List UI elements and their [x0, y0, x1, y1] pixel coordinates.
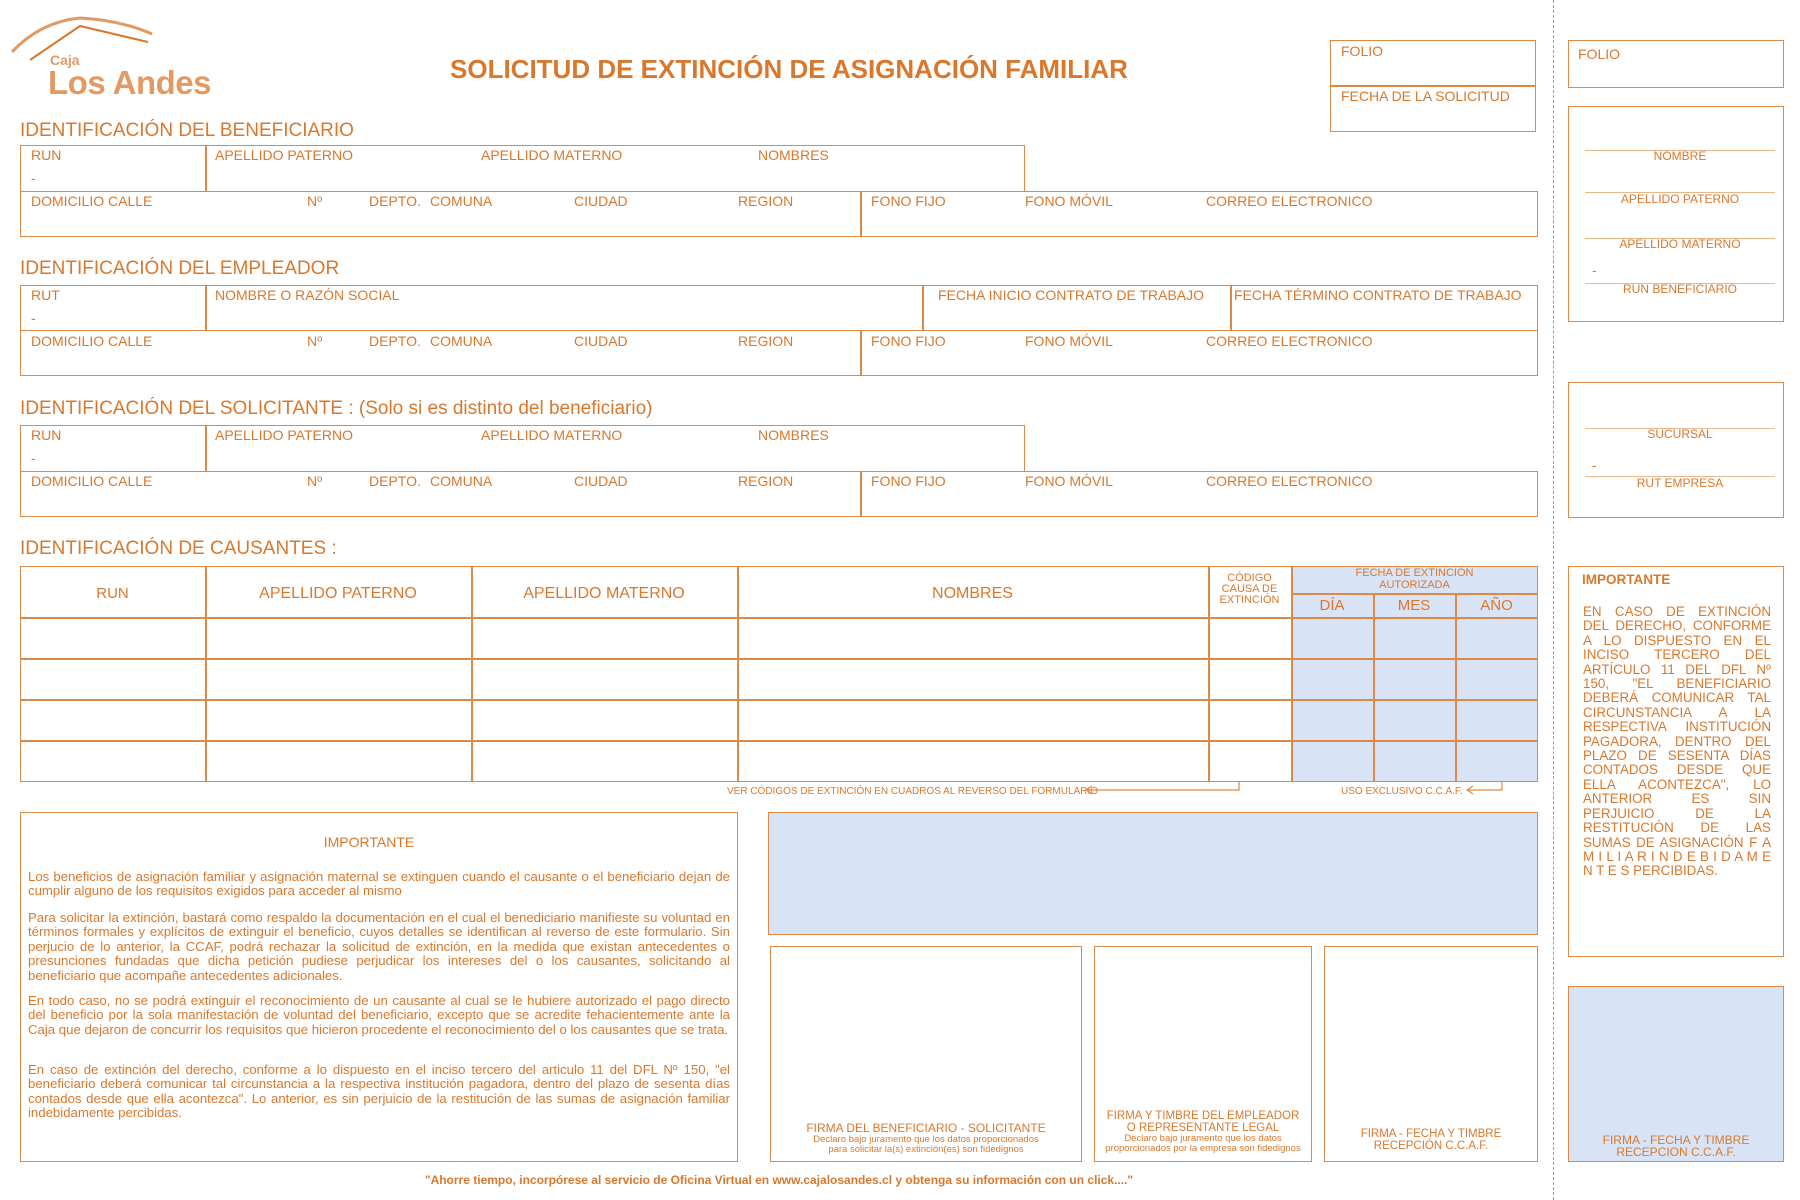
colilla-firma-text — [1568, 1134, 1784, 1158]
firma-ccaf-line-2: RECEPCIÓN C.C.A.F. — [1373, 1140, 1489, 1152]
firma-empleador-note-1: Declaro bajo juramento que los datos — [1124, 1133, 1282, 1144]
empleador-ciudad-label: CIUDAD — [574, 333, 628, 349]
beneficiario-domicilio-label: DOMICILIO CALLE — [31, 193, 153, 209]
arrow-left-icon — [1083, 781, 1243, 795]
note-codigos: VER CÓDIGOS DE EXTINCIÓN EN CUADROS AL REVERSO DEL FORMULARIO — [727, 786, 1098, 797]
beneficiario-fono-movil-label: FONO MÓVIL — [1025, 193, 1113, 209]
solicitante-correo-label: CORREO ELECTRONICO — [1206, 473, 1373, 489]
solicitante-run-dash: - — [31, 450, 36, 466]
empleador-domicilio-label: DOMICILIO CALLE — [31, 333, 153, 349]
colilla-ap-materno-label: APELLIDO MATERNO — [1619, 237, 1741, 251]
fecha-extincion-header — [1291, 567, 1538, 591]
beneficiario-ap-materno-label: APELLIDO MATERNO — [481, 147, 623, 163]
beneficiario-correo-label: CORREO ELECTRONICO — [1206, 193, 1373, 209]
solicitante-ap-materno-label: APELLIDO MATERNO — [481, 427, 623, 443]
fecha-extincion-line-2: AUTORIZADA — [1379, 579, 1450, 591]
empleador-depto-label: DEPTO. — [369, 333, 421, 349]
codigo-line-3: EXTINCIÓN — [1219, 594, 1280, 606]
firma-empleador-note-2: proporcionados por la empresa son fidedignos — [1105, 1143, 1301, 1154]
empleador-fono-fijo-label: FONO FIJO — [871, 333, 946, 349]
dia-header: DÍA — [1319, 597, 1345, 614]
empleador-comuna-label: COMUNA — [430, 333, 493, 349]
colilla-rut-dash: - — [1592, 457, 1597, 473]
empleador-fecha-termino-label: FECHA TÉRMINO CONTRATO DE TRABAJO — [1234, 287, 1522, 303]
empleador-fecha-inicio-label: FECHA INICIO CONTRATO DE TRABAJO — [938, 287, 1205, 303]
colilla-firma-line-2: RECEPCION C.C.A.F. — [1616, 1145, 1736, 1159]
solicitante-ap-paterno-label: APELLIDO PATERNO — [215, 427, 353, 443]
fecha-solicitud-label: FECHA DE LA SOLICITUD — [1341, 88, 1510, 104]
colilla-sucursal-label: SUCURSAL — [1647, 427, 1713, 441]
arrow-left-icon-2 — [1464, 781, 1506, 795]
colilla-run-label: RUN BENEFICIARIO — [1622, 282, 1737, 296]
colilla-rut-empresa-label: RUT EMPRESA — [1636, 476, 1724, 490]
beneficiario-region-label: REGION — [738, 193, 794, 209]
section-causantes: IDENTIFICACIÓN DE CAUSANTES : — [20, 538, 337, 559]
fecha-extincion-line-1: FECHA DE EXTINCIÓN — [1355, 567, 1474, 579]
empleador-correo-label: CORREO ELECTRONICO — [1206, 333, 1373, 349]
codigo-causa-header — [1208, 573, 1291, 606]
solicitante-domicilio-label: DOMICILIO CALLE — [31, 473, 153, 489]
anio-header: AÑO — [1480, 597, 1513, 614]
importante-p1: Los beneficios de asignación familiar y asignación maternal se extinguen cuando el causante o el beneficiario dejan de cumplir alguno de los requisitos exigidos para acceder al mismo — [28, 869, 730, 899]
solicitante-ciudad-label: CIUDAD — [574, 473, 628, 489]
firma-empleador-text — [1094, 1110, 1312, 1154]
causantes-ap-paterno-header: APELLIDO PATERNO — [259, 585, 417, 602]
firma-beneficiario-title: FIRMA DEL BENEFICIARIO - SOLICITANTE — [806, 1121, 1046, 1135]
colilla-ap-paterno-label: APELLIDO PATERNO — [1620, 192, 1740, 206]
colilla-nombre-label: NOMBRE — [1653, 149, 1707, 163]
causantes-ap-materno-header: APELLIDO MATERNO — [523, 585, 685, 602]
importante-p2: Para solicitar la extinción, bastará como respaldo la documentación en el cual el benediciario manifieste su voluntad en términos formales y explícitos de extinguir el beneficio, cuyos detalles se identifican al reverso de este formulario. Sin perjucio de lo anterior, la CCAF, podrá rechazar la solicitud de extinción, en la medida que existan antecedentes o presunciones fundadas que dicha petición pudiese perjudicar los intereses del o los causantes, solicitando al beneficiario que acompañe antecedentes adicionales. — [28, 910, 730, 983]
codigo-line-1: CÓDIGO — [1227, 572, 1272, 584]
firma-beneficiario-text — [770, 1122, 1082, 1155]
beneficiario-ap-paterno-label: APELLIDO PATERNO — [215, 147, 353, 163]
empleador-rut-dash: - — [31, 310, 36, 326]
beneficiario-numero-label: Nº — [307, 193, 323, 209]
beneficiario-fono-fijo-label: FONO FIJO — [871, 193, 946, 209]
firma-empleador-title-1: FIRMA Y TIMBRE DEL EMPLEADOR — [1106, 1110, 1300, 1122]
beneficiario-nombres-label: NOMBRES — [758, 147, 829, 163]
footer-text: "Ahorre tiempo, incorpórese al servicio de Oficina Virtual en www.cajalosandes.cl y obtenga su información con un click...." — [424, 1173, 1134, 1187]
causantes-nombres-header: NOMBRES — [932, 585, 1013, 602]
cut-line — [1553, 0, 1554, 1200]
beneficiario-run-dash: - — [31, 170, 36, 186]
importante-title: IMPORTANTE — [323, 834, 415, 850]
solicitante-region-label: REGION — [738, 473, 794, 489]
firma-empleador-title-2: O REPRESENTANTE LEGAL — [1126, 1122, 1280, 1134]
causantes-run-header: RUN — [96, 585, 129, 602]
folio-label: FOLIO — [1341, 43, 1384, 59]
firma-ccaf-text — [1324, 1128, 1538, 1152]
colilla-firma-line-1: FIRMA - FECHA Y TIMBRE — [1602, 1133, 1750, 1147]
colilla-importante-title: IMPORTANTE — [1582, 572, 1671, 587]
solicitante-fono-movil-label: FONO MÓVIL — [1025, 473, 1113, 489]
page-title: SOLICITUD DE EXTINCIÓN DE ASIGNACIÓN FAMILIAR — [450, 54, 1128, 84]
solicitante-fono-fijo-label: FONO FIJO — [871, 473, 946, 489]
section-empleador: IDENTIFICACIÓN DEL EMPLEADOR — [20, 258, 340, 279]
firma-beneficiario-note-2: para solicitar la(s) extinción(es) son fidedignos — [828, 1144, 1024, 1155]
note-uso-exclusivo: USO EXCLUSIVO C.C.A.F. — [1341, 786, 1463, 797]
colilla-run-dash: - — [1592, 262, 1597, 278]
empleador-rut-label: RUT — [31, 287, 60, 303]
solicitante-comuna-label: COMUNA — [430, 473, 493, 489]
solicitante-depto-label: DEPTO. — [369, 473, 421, 489]
solicitante-run-label: RUN — [31, 427, 62, 443]
importante-p3: En todo caso, no se podrá extinguir el reconocimiento de un causante al cual se le hubiere autorizado el pago directo del beneficio por la sola manifestación de voluntad del beneficiario, excepto que se acredite fehacientemente ante la Caja que dejaron de concurrir los requisitos que hicieron procedente el reconocimiento del o los causantes que se trata. — [28, 993, 730, 1037]
codigo-line-2: CAUSA DE — [1221, 583, 1278, 595]
logo-roof-icon — [10, 12, 155, 67]
importante-p4: En caso de extinción del derecho, conforme a lo dispuesto en el inciso tercero del articulo 11 del DFL Nº 150, "el beneficiario deberá comunicar tal circunstancia a la respectiva institución pagadora, dentro del plazo de sesenta días contados desde que ella acontezca". Lo anterior, es sin perjuicio de la restitución de las sumas de asignación familiar indebidamente percibidas. — [28, 1062, 730, 1121]
logo-los-andes: Los Andes — [48, 64, 211, 101]
empleador-fono-movil-label: FONO MÓVIL — [1025, 333, 1113, 349]
beneficiario-depto-label: DEPTO. — [369, 193, 421, 209]
mes-header: MES — [1397, 597, 1431, 614]
solicitante-nombres-label: NOMBRES — [758, 427, 829, 443]
colilla-sucursal-box — [1568, 382, 1784, 518]
firma-ccaf-line-1: FIRMA - FECHA Y TIMBRE — [1360, 1128, 1502, 1140]
section-solicitante: IDENTIFICACIÓN DEL SOLICITANTE : (Solo si es distinto del beneficiario) — [20, 398, 653, 419]
beneficiario-ciudad-label: CIUDAD — [574, 193, 628, 209]
colilla-folio-label: FOLIO — [1578, 46, 1621, 62]
empleador-region-label: REGION — [738, 333, 794, 349]
logo-caja: Caja — [50, 52, 80, 68]
firma-beneficiario-note-1: Declaro bajo juramento que los datos proporcionados — [813, 1134, 1039, 1145]
solicitante-numero-label: Nº — [307, 473, 323, 489]
empleador-numero-label: Nº — [307, 333, 323, 349]
colilla-importante-text: EN CASO DE EXTINCIÓN DEL DERECHO, CONFORME A LO DISPUESTO EN EL INCISO TERCERO DEL ARTÍCULO 11 DEL DFL Nº 150, "EL BENEFICIARIO DEBERÁ COMUNICAR TAL CIRCUNSTANCIA A LA RESPECTIVA INSTITUCIÓN PAGADORA, DENTRO DEL PLAZO DE SESENTA DÍAS CONTADOS DESDE QUE ELLA ACONTEZCA", LO ANTERIOR ES SIN PERJUICIO DE LA RESTITUCIÓN DE LAS SUMAS DE ASIGNACIÓN F A M I L I A R I N D E B I D A M E N T E S PERCIBIDAS. — [1583, 604, 1771, 879]
beneficiario-run-label: RUN — [31, 147, 62, 163]
section-beneficiario: IDENTIFICACIÓN DEL BENEFICIARIO — [20, 120, 354, 141]
empleador-razon-social-label: NOMBRE O RAZÓN SOCIAL — [215, 287, 400, 303]
uso-ccaf-box — [768, 812, 1538, 935]
beneficiario-comuna-label: COMUNA — [430, 193, 493, 209]
